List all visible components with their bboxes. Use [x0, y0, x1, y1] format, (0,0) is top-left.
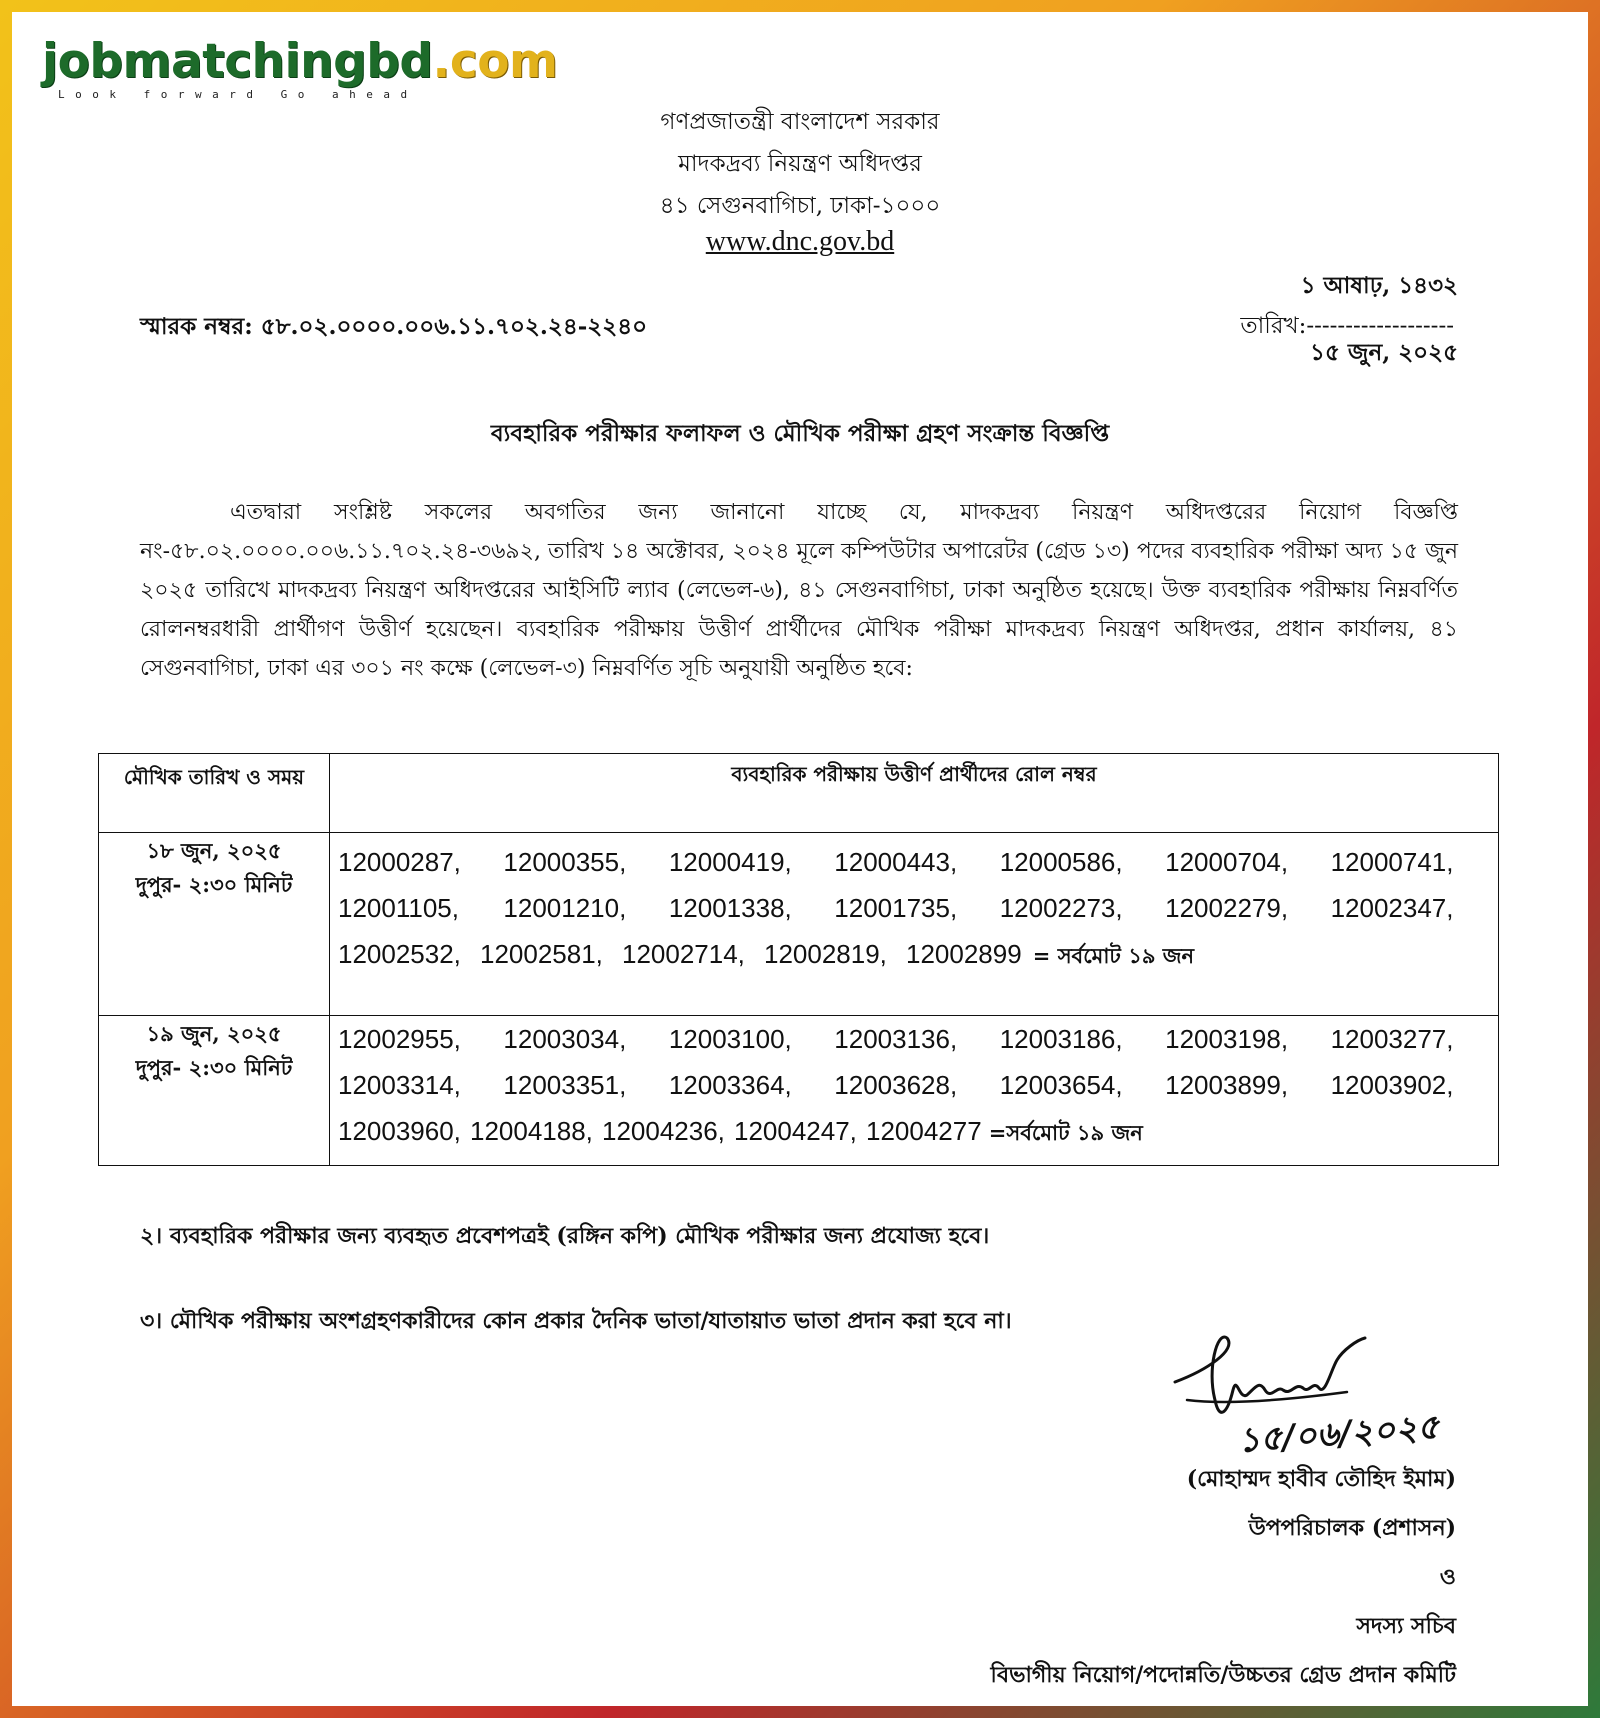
- note-admit-card: ২। ব্যবহারিক পরীক্ষার জন্য ব্যবহৃত প্রবেশপত্রই (রঙ্গিন কপি) মৌখিক পরীক্ষার জন্য প্রযোজ্য হবে।: [140, 1223, 990, 1249]
- date-label: তারিখ:-------------------: [1240, 313, 1454, 339]
- viva-date: ১৯ জুন, ২০২৫: [146, 1021, 282, 1046]
- roll-number: 12004236,: [602, 1116, 725, 1146]
- roll-number: 12000287,: [338, 847, 461, 877]
- roll-number: 12000741,: [1330, 847, 1454, 877]
- signatory-conjunction: ও: [1439, 1564, 1456, 1590]
- roll-last-line: [338, 1108, 1496, 1156]
- notice-subject: ব্যবহারিক পরীক্ষার ফলাফল ও মৌখিক পরীক্ষা গ্রহণ সংক্রান্ত বিজ্ঞপ্তি: [490, 420, 1110, 447]
- signature-date: ১৫/০৬/২০২৫: [1236, 1407, 1441, 1461]
- viva-time: দুপুর- ২:৩০ মিনিট: [135, 1055, 293, 1080]
- roll-list: [330, 1016, 1499, 1166]
- roll-number: 12003100,: [668, 1024, 792, 1054]
- roll-list: [330, 833, 1499, 1016]
- roll-number: 12003314,: [338, 1070, 461, 1100]
- note-allowance: ৩। মৌখিক পরীক্ষায় অংশগ্রহণকারীদের কোন প্রকার দৈনিক ভাতা/যাতায়াত ভাতা প্রদান করা হবে না।: [140, 1308, 1012, 1334]
- table-row: [99, 1016, 1499, 1166]
- roll-number: 12000355,: [503, 847, 627, 877]
- gov-name: গণপ্রজাতন্ত্রী বাংলাদেশ সরকার: [660, 109, 940, 135]
- roll-number: 12004277: [866, 1116, 982, 1146]
- roll-number: 12003902,: [1330, 1070, 1454, 1100]
- viva-slot: [99, 833, 330, 1016]
- signatory-committee: বিভাগীয় নিয়োগ/পদোন্নতি/উচ্চতর গ্রেড প্রদান কমিটি: [990, 1662, 1456, 1688]
- roll-number: 12000443,: [834, 847, 958, 877]
- roll-number: 12003034,: [503, 1024, 627, 1054]
- roll-number: 12004247,: [734, 1116, 857, 1146]
- signatory-name: (মোহাম্মদ হাবীব তৌহিদ ইমাম): [1186, 1466, 1456, 1492]
- roll-number: 12002347,: [1330, 893, 1454, 923]
- roll-number: 12003186,: [999, 1024, 1123, 1054]
- roll-number: 12002273,: [999, 893, 1123, 923]
- roll-number: 12003899,: [1165, 1070, 1289, 1100]
- roll-number: 12003960,: [338, 1116, 461, 1146]
- roll-number: 12002581,: [480, 939, 603, 969]
- header-date-time: মৌখিক তারিখ ও সময়: [99, 754, 330, 833]
- results-table: [98, 753, 1499, 1166]
- signatory-role: সদস্য সচিব: [1356, 1613, 1456, 1639]
- roll-number: 12003628,: [834, 1070, 958, 1100]
- roll-number: 12002819,: [764, 939, 887, 969]
- roll-grid: [338, 1016, 1496, 1108]
- roll-total: = সর্বমোট ১৯ জন: [1032, 943, 1195, 968]
- roll-number: 12003364,: [668, 1070, 792, 1100]
- roll-number: 12002279,: [1165, 893, 1289, 923]
- viva-slot: [99, 1016, 330, 1166]
- notice-body: এতদ্বারা সংশ্লিষ্ট সকলের অবগতির জন্য জানানো যাচ্ছে যে, মাদকদ্রব্য নিয়ন্ত্রণ অধিদপ্তরের নিয়োগ বিজ্ঞপ্তি নং-৫৮.০২.০০০০.০০৬.১১.৭০২.২৪-৩৬৯২, তারিখ ১৪ অক্টোবর, ২০২৪ মূলে কম্পিউটার অপারেটর (গ্রেড ১৩) পদের ব্যবহারিক পরীক্ষা অদ্য ১৫ জুন ২০২৫ তারিখে মাদকদ্রব্য নিয়ন্ত্রণ অধিদপ্তরের আইসিটি ল্যাব (লেভেল-৬), ৪১ সেগুনবাগিচা, ঢাকা অনুষ্ঠিত হয়েছে। উক্ত ব্যবহারিক পরীক্ষায় নিম্নবর্ণিত রোলনম্বরধারী প্রার্থীগণ উত্তীর্ণ হয়েছেন। ব্যবহারিক পরীক্ষায় উত্তীর্ণ প্রার্থীদের মৌখিক পরীক্ষা মাদকদ্রব্য নিয়ন্ত্রণ অধিদপ্তর, প্রধান কার্যালয়, ৪১ সেগুনবাগিচা, ঢাকা এর ৩০১ নং কক্ষে (লেভেল-৩) নিম্নবর্ণিত সূচি অনুযায়ী অনুষ্ঠিত হবে:: [140, 500, 1458, 681]
- roll-number: 12000704,: [1165, 847, 1289, 877]
- header-roll-numbers: ব্যবহারিক পরীক্ষায় উত্তীর্ণ প্রার্থীদের রোল নম্বর: [330, 754, 1499, 833]
- dept-address: ৪১ সেগুনবাগিচা, ঢাকা-১০০০: [659, 193, 941, 219]
- roll-number: 12003198,: [1165, 1024, 1289, 1054]
- date-bangla: ১ আষাঢ়, ১৪৩২: [1300, 272, 1458, 299]
- roll-number: 12002714,: [622, 939, 745, 969]
- date-english: ১৫ জুন, ২০২৫: [1310, 339, 1458, 366]
- roll-number: 12002899: [906, 939, 1022, 969]
- viva-time: দুপুর- ২:৩০ মিনিট: [135, 872, 293, 897]
- roll-number: 12004188,: [470, 1116, 593, 1146]
- roll-number: 12001210,: [503, 893, 627, 923]
- signatory-title: উপপরিচালক (প্রশাসন): [1248, 1515, 1456, 1541]
- logo-tld: .com: [432, 34, 558, 89]
- roll-number: 12001105,: [338, 893, 459, 923]
- dept-name: মাদকদ্রব্য নিয়ন্ত্রণ অধিদপ্তর: [678, 151, 922, 177]
- roll-number: 12001338,: [668, 893, 792, 923]
- roll-total: =সর্বমোট ১৯ জন: [988, 1120, 1143, 1145]
- roll-number: 12001735,: [834, 893, 958, 923]
- memo-number: স্মারক নম্বর: ৫৮.০২.০০০০.০০৬.১১.৭০২.২৪-২২৪০: [140, 313, 648, 340]
- site-logo: [42, 34, 558, 89]
- roll-grid: [338, 839, 1496, 931]
- website-link[interactable]: www.dnc.gov.bd: [705, 226, 895, 257]
- roll-number: 12003351,: [503, 1070, 627, 1100]
- roll-last-line: [338, 931, 1496, 979]
- roll-number: 12003277,: [1330, 1024, 1454, 1054]
- logo-tagline: Look forward Go ahead: [58, 88, 418, 101]
- roll-number: 12003136,: [834, 1024, 958, 1054]
- roll-number: 12000419,: [668, 847, 792, 877]
- logo-main-text: jobmatchingbd: [42, 34, 433, 89]
- table-row: [99, 833, 1499, 1016]
- document-page: [12, 12, 1588, 1706]
- roll-number: 12000586,: [999, 847, 1123, 877]
- roll-number: 12002955,: [338, 1024, 461, 1054]
- viva-date: ১৮ জুন, ২০২৫: [146, 838, 282, 863]
- roll-number: 12003654,: [999, 1070, 1123, 1100]
- roll-number: 12002532,: [338, 939, 461, 969]
- signatory-block: [991, 1455, 1456, 1700]
- table-header-row: [99, 754, 1499, 833]
